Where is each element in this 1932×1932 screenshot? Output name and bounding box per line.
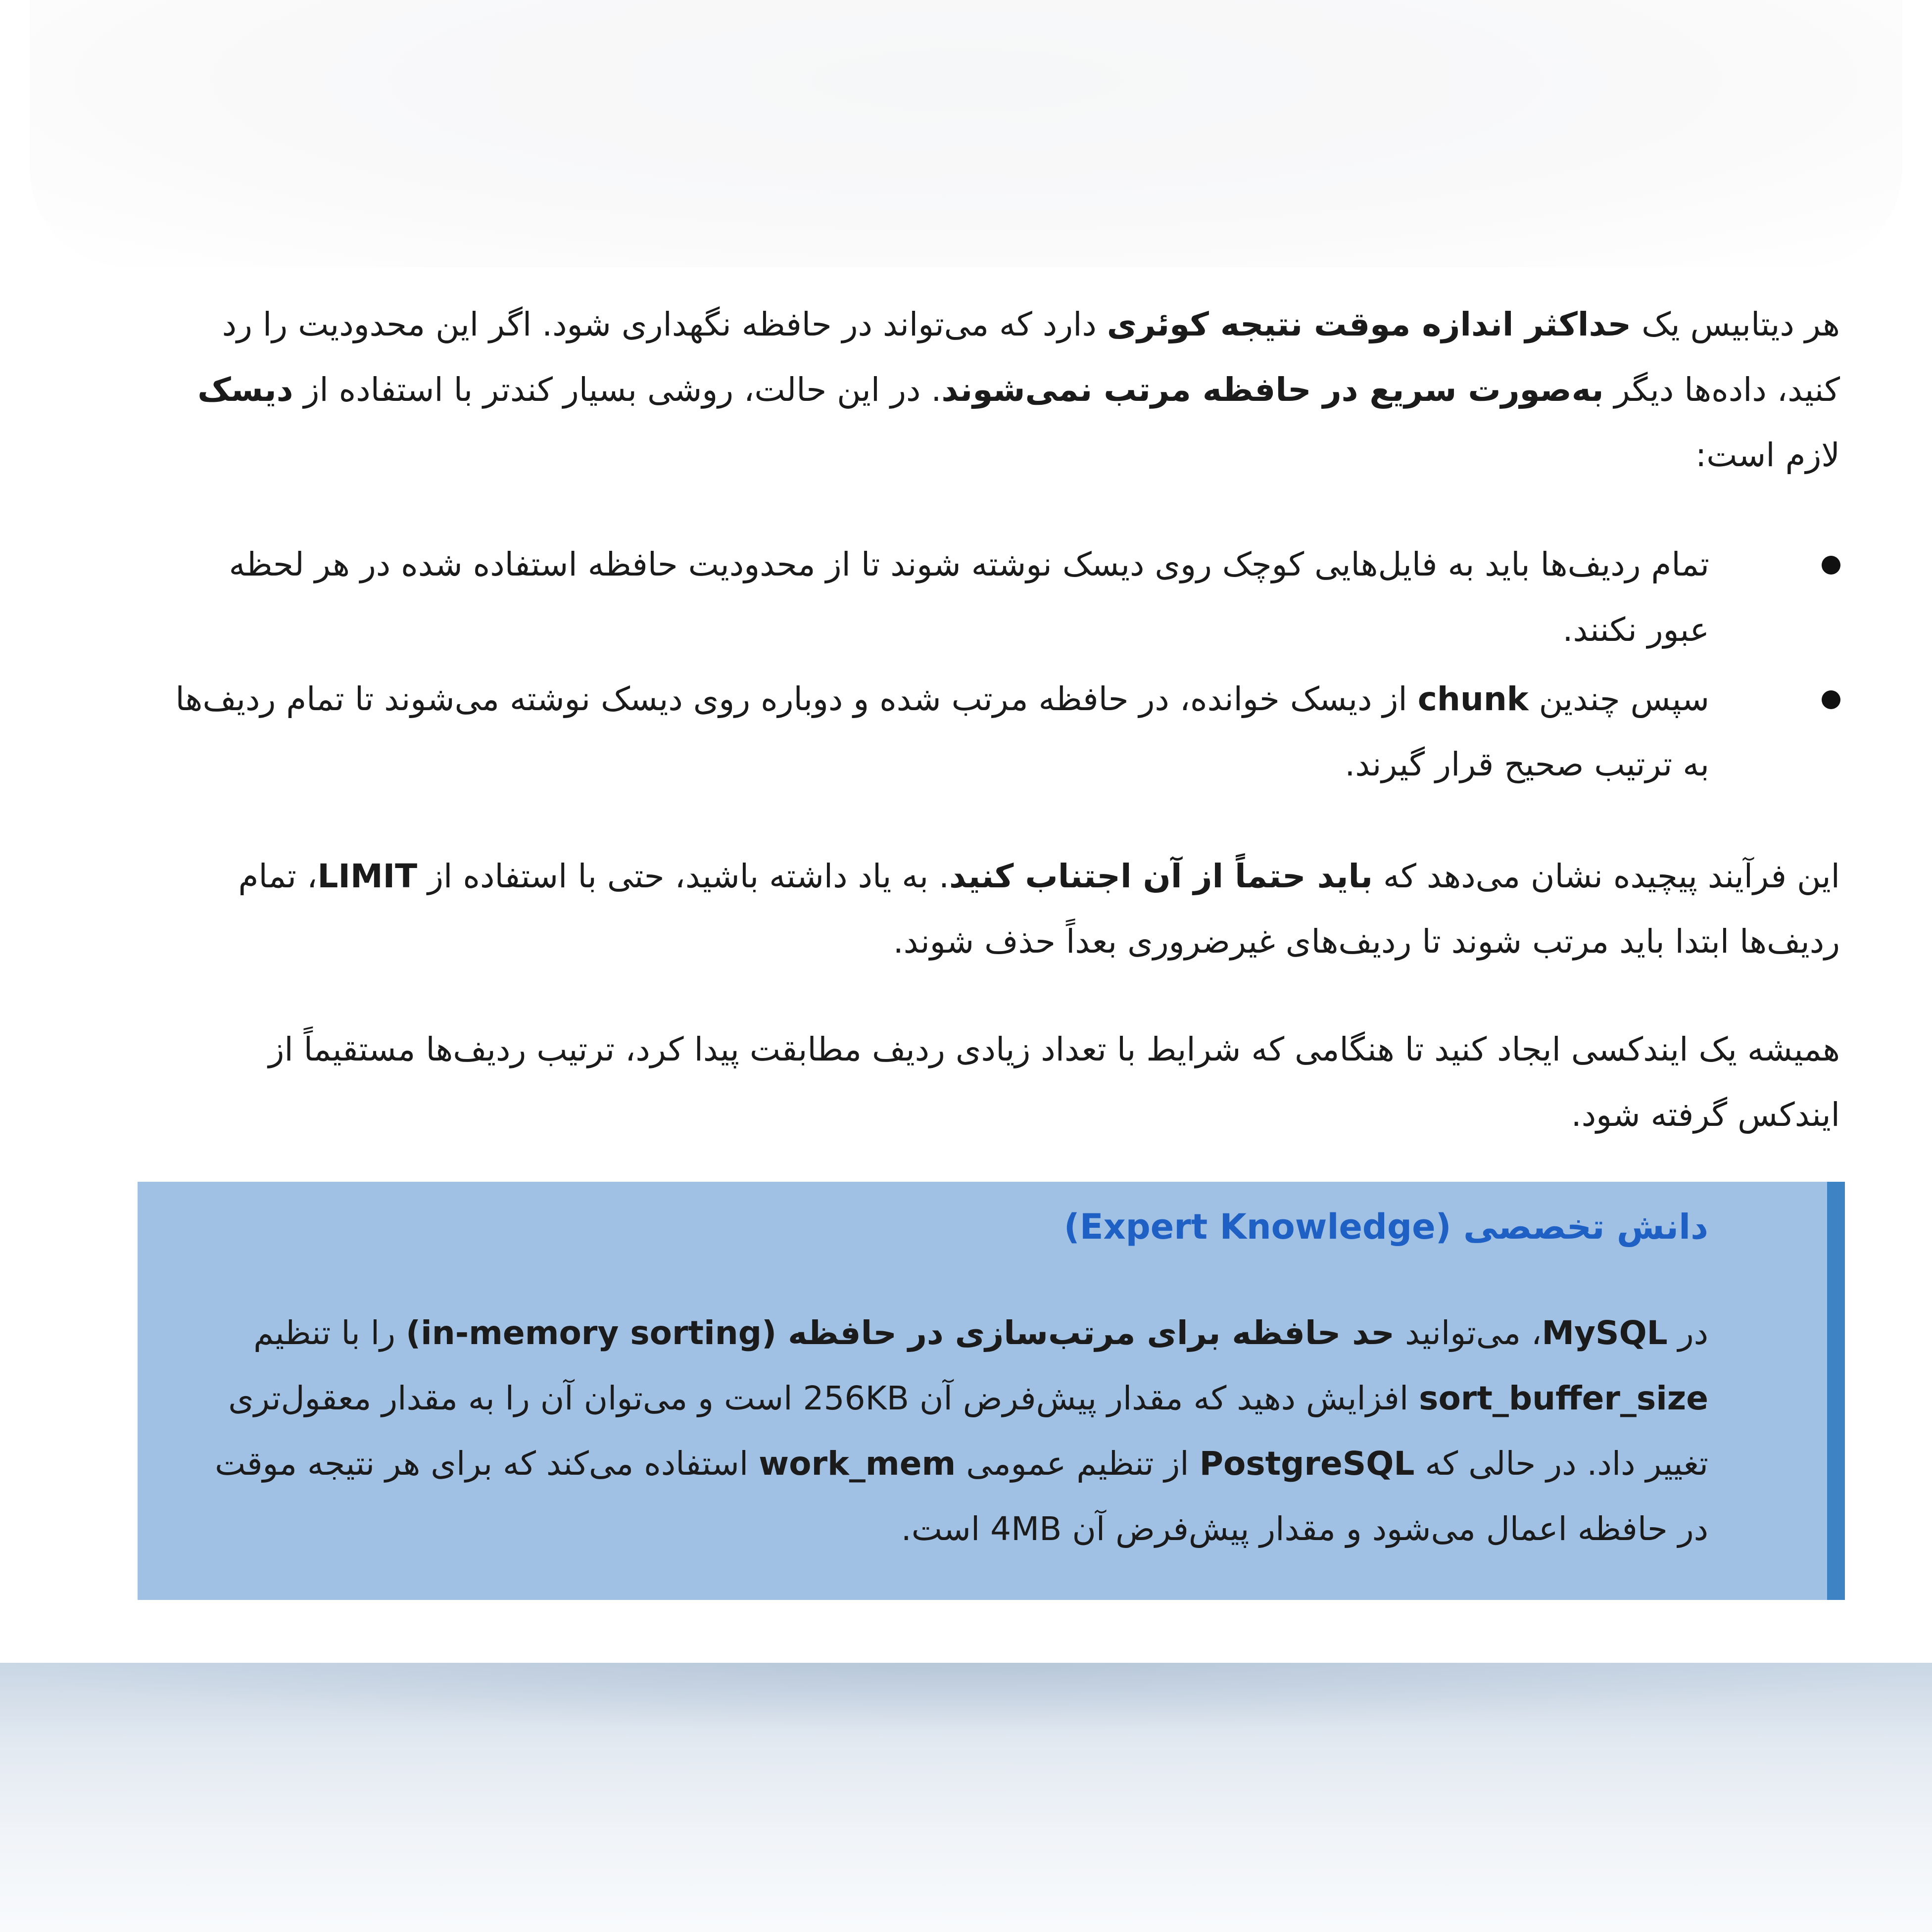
intro-text-2: دارد که می‌تواند در حافظه نگهداری شود. اگر این محدودیت را رد کنید، داده‌ها دیگر bbox=[222, 305, 1840, 409]
limit-paragraph bbox=[163, 844, 1840, 974]
callout-text-1: در bbox=[1667, 1314, 1708, 1352]
bullet-text: تمام ردیف‌ها باید به فایل‌هایی کوچک روی دیسک نوشته شوند تا از محدودیت حافظه استفاده شده در هر لحظه عبور نکنند. bbox=[229, 545, 1709, 649]
bullet-dot-icon bbox=[1822, 556, 1840, 575]
intro-text-3: . در این حالت، روشی بسیار کندتر با استفاده از bbox=[293, 371, 942, 409]
intro-paragraph bbox=[163, 292, 1840, 488]
callout-title: دانش تخصصی (Expert Knowledge) bbox=[1063, 1207, 1708, 1247]
callout-text-3: را با تنظیم bbox=[253, 1314, 406, 1352]
para2-text-1: این فرآیند پیچیده نشان می‌دهد که bbox=[1373, 857, 1840, 895]
callout-bold-3: sort_buffer_size bbox=[1419, 1379, 1708, 1417]
callout-text-5: از تنظیم عمومی bbox=[956, 1445, 1200, 1483]
intro-bold-1: حداکثر اندازه موقت نتیجه کوئری bbox=[1107, 305, 1632, 343]
expert-knowledge-callout bbox=[138, 1182, 1845, 1600]
intro-text-1: هر دیتابیس یک bbox=[1631, 305, 1840, 343]
para2-text-2: . به یاد داشته باشید، حتی با استفاده از bbox=[417, 857, 950, 895]
bullet-dot-icon bbox=[1822, 690, 1840, 709]
bullet-text: از دیسک خوانده، در حافظه مرتب شده و دوباره روی دیسک نوشته می‌شوند تا تمام ردیف‌ها به ترتیب صحیح قرار گیرند. bbox=[175, 680, 1709, 783]
bullet-bold: chunk bbox=[1417, 680, 1529, 718]
intro-bold-3: دیسک bbox=[197, 371, 293, 409]
index-paragraph: همیشه یک ایندکسی ایجاد کنید تا هنگامی که شرایط با تعداد زیادی ردیف مطابقت پیدا کرد، ترتیب ردیف‌ها مستقیماً از ایندکس گرفته شود. bbox=[268, 1030, 1840, 1134]
list-item bbox=[163, 532, 1709, 663]
callout-text-6: استفاده می‌کند که برای هر نتیجه موقت در حافظه اعمال می‌شود و مقدار پیش‌فرض آن 4MB است. bbox=[215, 1445, 1708, 1548]
callout-bold-2: حد حافظه برای مرتب‌سازی در حافظه (in-memory sorting) bbox=[405, 1314, 1395, 1352]
list-item bbox=[163, 667, 1709, 797]
callout-text-2: ، می‌توانید bbox=[1394, 1314, 1542, 1352]
para2-text-3: ، تمام ردیف‌ها ابتدا باید مرتب شوند تا ردیف‌های غیرضروری بعداً حذف شوند. bbox=[238, 857, 1840, 961]
intro-text-4: لازم است: bbox=[1695, 436, 1840, 474]
bottom-shadow-area bbox=[0, 1663, 1932, 1932]
callout-body bbox=[177, 1301, 1708, 1562]
callout-text-4: افزایش دهید که مقدار پیش‌فرض آن 256KB است و می‌توان آن را به مقدار معقول‌تری تغییر داد. در حالی که bbox=[228, 1379, 1708, 1483]
para2-bold-2: LIMIT bbox=[317, 857, 418, 895]
para2-bold-1: باید حتماً از آن اجتناب کنید bbox=[949, 857, 1373, 895]
callout-bold-4: PostgreSQL bbox=[1199, 1445, 1415, 1483]
intro-bold-2: به‌صورت سریع در حافظه مرتب نمی‌شوند bbox=[941, 371, 1604, 409]
callout-bold-5: work_mem bbox=[759, 1445, 956, 1483]
callout-bold-1: MySQL bbox=[1542, 1314, 1668, 1352]
bullet-text: سپس چندین bbox=[1528, 680, 1709, 718]
bullet-list bbox=[163, 532, 1709, 801]
